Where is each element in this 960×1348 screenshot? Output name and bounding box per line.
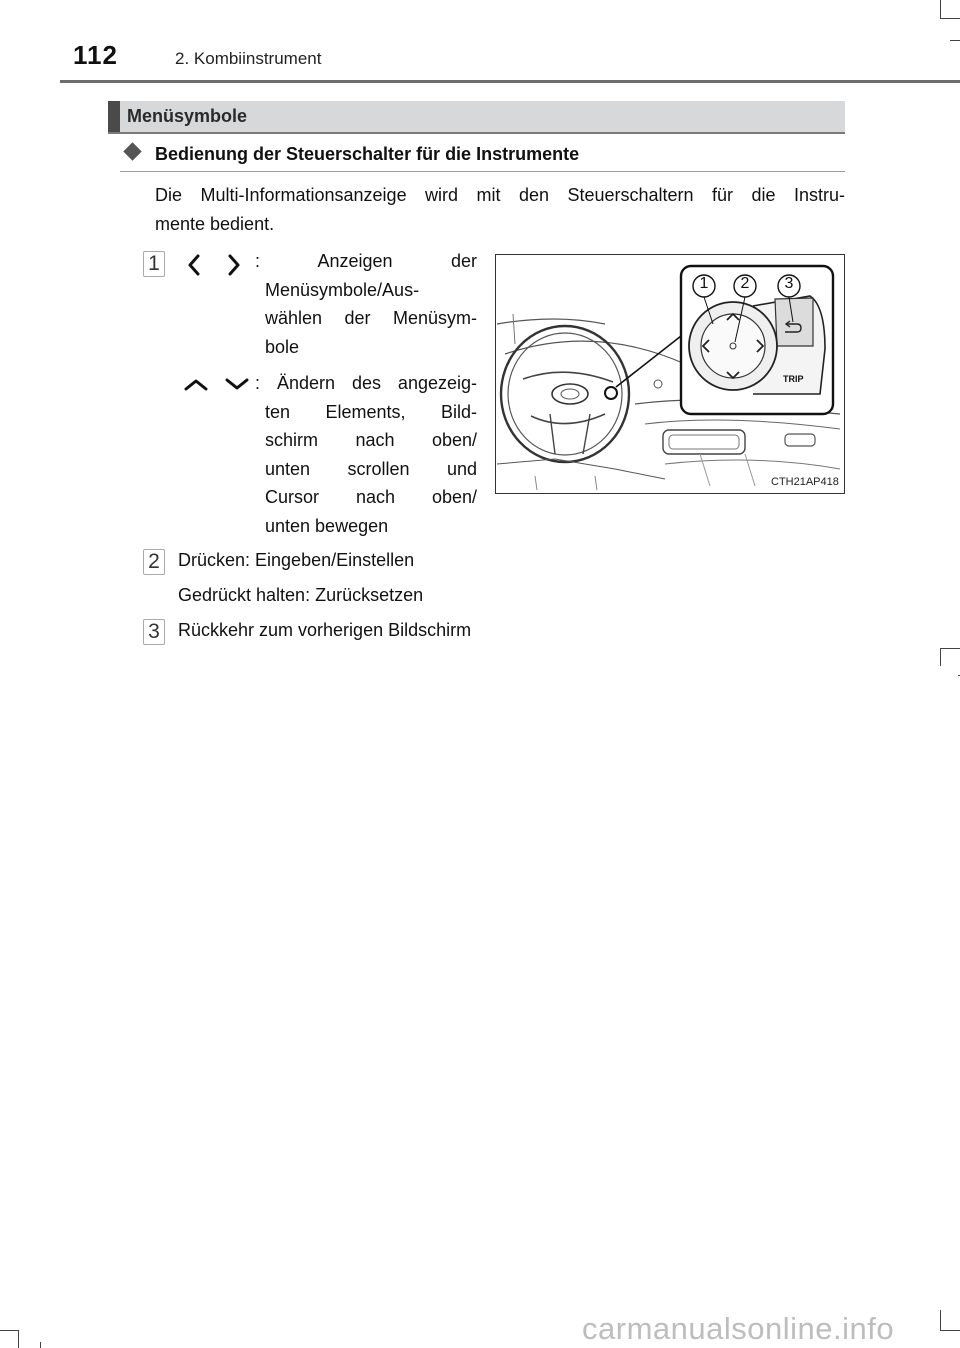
chevron-up-icon bbox=[183, 378, 209, 392]
crop-mark bbox=[40, 1342, 41, 1348]
description-line: Cursor nach oben/ bbox=[265, 487, 477, 507]
crop-mark bbox=[940, 1310, 941, 1330]
up-down-description bbox=[255, 369, 477, 540]
crop-mark bbox=[940, 1330, 960, 1331]
section-title: Menüsymbole bbox=[127, 106, 248, 126]
subsection-title: Bedienung der Steuerschalter für die Instrumente bbox=[155, 144, 580, 164]
figure-callout-3: 3 bbox=[784, 275, 794, 292]
header-rule bbox=[60, 80, 960, 83]
section-accent bbox=[108, 101, 120, 132]
intro-line: Die Multi-Informationsanzeige wird mit den Steuerschaltern für die Instru- bbox=[155, 185, 845, 205]
left-right-description bbox=[255, 247, 477, 361]
description-line: unten bewegen bbox=[265, 515, 389, 536]
figure-callout-2: 2 bbox=[740, 275, 750, 292]
chevron-down-icon bbox=[224, 377, 250, 391]
item-3-text bbox=[178, 616, 578, 645]
trip-label: TRIP bbox=[783, 374, 804, 384]
crop-mark bbox=[950, 40, 960, 41]
description-line: Menüsymbole/Aus- bbox=[265, 279, 420, 300]
description-line: bole bbox=[265, 336, 300, 357]
item-line: Rückkehr zum vorherigen Bildschirm bbox=[178, 620, 472, 640]
description-line: ten Elements, Bild- bbox=[265, 401, 477, 422]
crop-mark bbox=[940, 648, 941, 666]
watermark: carmanualsonline.info bbox=[582, 1311, 895, 1346]
description-line: : Ändern des angezeig- bbox=[255, 373, 477, 393]
chevron-left-icon bbox=[186, 253, 202, 277]
crop-mark bbox=[18, 1330, 19, 1348]
description-line: wählen der Menüsym- bbox=[265, 308, 477, 328]
steering-switch-figure bbox=[495, 254, 845, 494]
intro-paragraph bbox=[155, 181, 845, 238]
item-number-3: 3 bbox=[143, 619, 165, 645]
section-header bbox=[108, 101, 845, 134]
item-line: Drücken: Eingeben/Einstellen bbox=[178, 550, 415, 570]
crop-mark bbox=[940, 648, 960, 649]
description-line: unten scrollen und bbox=[265, 458, 477, 479]
figure-code: CTH21AP418 bbox=[771, 476, 839, 488]
item-2-text bbox=[178, 546, 578, 610]
intro-line: mente bedient. bbox=[155, 213, 275, 234]
item-line: Gedrückt halten: Zurücksetzen bbox=[178, 585, 424, 605]
item-number-2: 2 bbox=[143, 549, 165, 575]
page-number: 112 bbox=[73, 40, 118, 70]
chevron-right-icon bbox=[226, 253, 242, 277]
crop-mark bbox=[940, 0, 941, 18]
figure-callout-1: 1 bbox=[699, 275, 709, 292]
item-number-1: 1 bbox=[143, 251, 165, 277]
diamond-bullet-icon bbox=[123, 142, 141, 160]
description-line: schirm nach oben/ bbox=[265, 430, 477, 450]
crop-mark bbox=[940, 18, 960, 19]
subsection-rule bbox=[120, 171, 845, 172]
description-line: : Anzeigen der bbox=[255, 251, 477, 271]
crop-mark bbox=[0, 1330, 18, 1331]
chapter-title: 2. Kombiinstrument bbox=[175, 49, 322, 68]
